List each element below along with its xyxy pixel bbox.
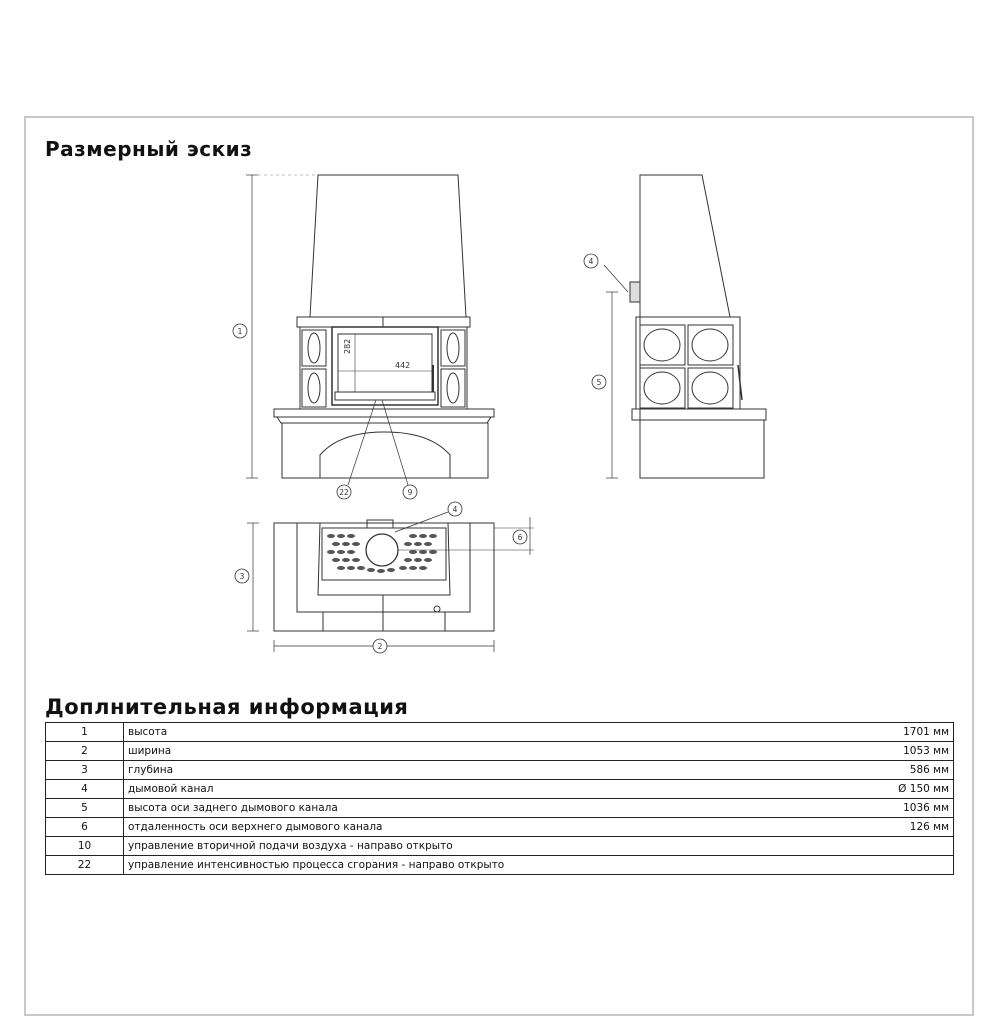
top-view — [247, 512, 534, 652]
table-row — [46, 837, 954, 856]
table-row — [46, 780, 954, 799]
row-value — [845, 856, 954, 875]
row-label: высота — [124, 723, 846, 742]
callout-9: 9 — [407, 488, 413, 497]
row-value: 586 мм — [845, 761, 954, 780]
row-number: 2 — [46, 742, 124, 761]
table-row — [46, 742, 954, 761]
row-number: 22 — [46, 856, 124, 875]
row-label: отдаленность оси верхнего дымового канала — [124, 818, 846, 837]
callout-circles — [233, 254, 606, 653]
table-row — [46, 856, 954, 875]
dim-442-label: 442 — [395, 361, 411, 370]
table-row — [46, 761, 954, 780]
row-label: дымовой канал — [124, 780, 846, 799]
row-label: управление интенсивностью процесса сгорания - направо открыто — [124, 856, 846, 875]
callout-3: 3 — [239, 572, 245, 581]
callout-5: 5 — [596, 378, 602, 387]
callout-4-side: 4 — [588, 257, 594, 266]
row-value: 126 мм — [845, 818, 954, 837]
row-value: 1701 мм — [845, 723, 954, 742]
row-label: глубина — [124, 761, 846, 780]
row-value: 1036 мм — [845, 799, 954, 818]
grate-pattern — [327, 534, 437, 573]
spec-table — [45, 722, 954, 875]
row-number: 6 — [46, 818, 124, 837]
callout-1: 1 — [237, 327, 243, 336]
row-label: управление вторичной подачи воздуха - направо открыто — [124, 837, 846, 856]
side-view — [604, 175, 766, 478]
info-title: Доплнительная информация — [45, 695, 409, 719]
callout-22: 22 — [339, 488, 349, 497]
row-number: 5 — [46, 799, 124, 818]
row-label: высота оси заднего дымового канала — [124, 799, 846, 818]
row-number: 10 — [46, 837, 124, 856]
table-row — [46, 723, 954, 742]
table-row — [46, 818, 954, 837]
dim-282-label: 282 — [343, 338, 352, 354]
row-number: 4 — [46, 780, 124, 799]
callout-4-top: 4 — [452, 505, 458, 514]
row-value: 1053 мм — [845, 742, 954, 761]
front-view — [246, 175, 494, 485]
sketch-title: Размерный эскиз — [45, 137, 253, 161]
row-value: Ø 150 мм — [845, 780, 954, 799]
row-number: 1 — [46, 723, 124, 742]
table-row — [46, 799, 954, 818]
row-number: 3 — [46, 761, 124, 780]
callout-2: 2 — [377, 642, 383, 651]
row-label: ширина — [124, 742, 846, 761]
row-value — [845, 837, 954, 856]
callout-numbers — [238, 257, 602, 651]
callout-6: 6 — [517, 533, 523, 542]
